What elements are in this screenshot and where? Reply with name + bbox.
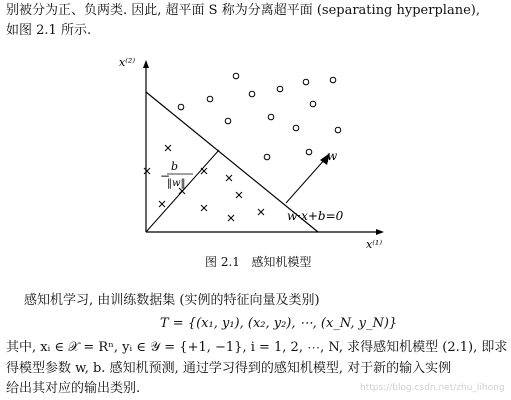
para-line-2: 其中, xᵢ ∈ 𝒳 = Rⁿ, yᵢ ∈ 𝒴 = {+1, −1}, i = 1, 2, ⋯, N, 求得感知机模型 (2.1), 即求 [6,340,508,355]
negative-point [226,175,232,181]
positive-point [233,73,239,79]
positive-points [178,73,341,160]
positive-point [330,77,336,83]
offset-sign: − [160,169,171,183]
negative-point [165,145,171,151]
positive-point [178,104,184,110]
dataset-formula: T = {(x₁, y₁), (x₂, y₂), ⋯, (x_N, y_N)} [160,316,398,331]
positive-point [225,118,231,124]
offset-denominator: ‖w‖ [167,178,186,189]
negative-point [236,192,242,198]
positive-point [306,149,312,155]
negative-point [159,201,165,207]
positive-point [207,96,213,102]
x-axis-label: x⁽¹⁾ [366,238,383,251]
hyperplane-label: w·x+b=0 [287,209,344,223]
caption-number: 图 2.1 [205,255,240,269]
w-label: w [327,149,338,163]
para-line-1: 感知机学习, 由训练数据集 (实例的特征向量及类别) [24,293,320,308]
x-axis-arrow [376,229,384,235]
y-axis-arrow [143,60,149,68]
intro-line-1: 别被分为正、负两类. 因此, 超平面 S 称为分离超平面 (separating hyperplane), [6,3,480,18]
positive-point [249,91,255,97]
para-line-4: 给出其对应的输出类别. [6,381,141,396]
negative-point [201,205,207,211]
positive-point [268,114,274,120]
watermark: https://blog.csdn.net/zhu_lihong [360,383,505,393]
negative-point [228,215,234,221]
positive-point [310,101,316,107]
intro-line-2: 如图 2.1 所示. [6,23,92,38]
normal-vector-w [286,158,326,203]
para-line-3: 得模型参数 w, b. 感知机预测, 通过学习得到的感知机模型, 对于新的输入实例 [6,361,452,376]
negative-point [201,168,207,174]
negative-point [144,168,150,174]
positive-point [277,86,283,92]
positive-point [303,79,309,85]
figure-caption [205,253,311,270]
positive-point [264,154,270,160]
negative-points [144,145,264,221]
y-axis-label: x⁽²⁾ [119,56,136,69]
positive-point [335,127,341,133]
positive-point [293,125,299,131]
offset-numerator: b [171,160,179,173]
caption-text: 感知机模型 [251,255,312,269]
negative-point [258,209,264,215]
